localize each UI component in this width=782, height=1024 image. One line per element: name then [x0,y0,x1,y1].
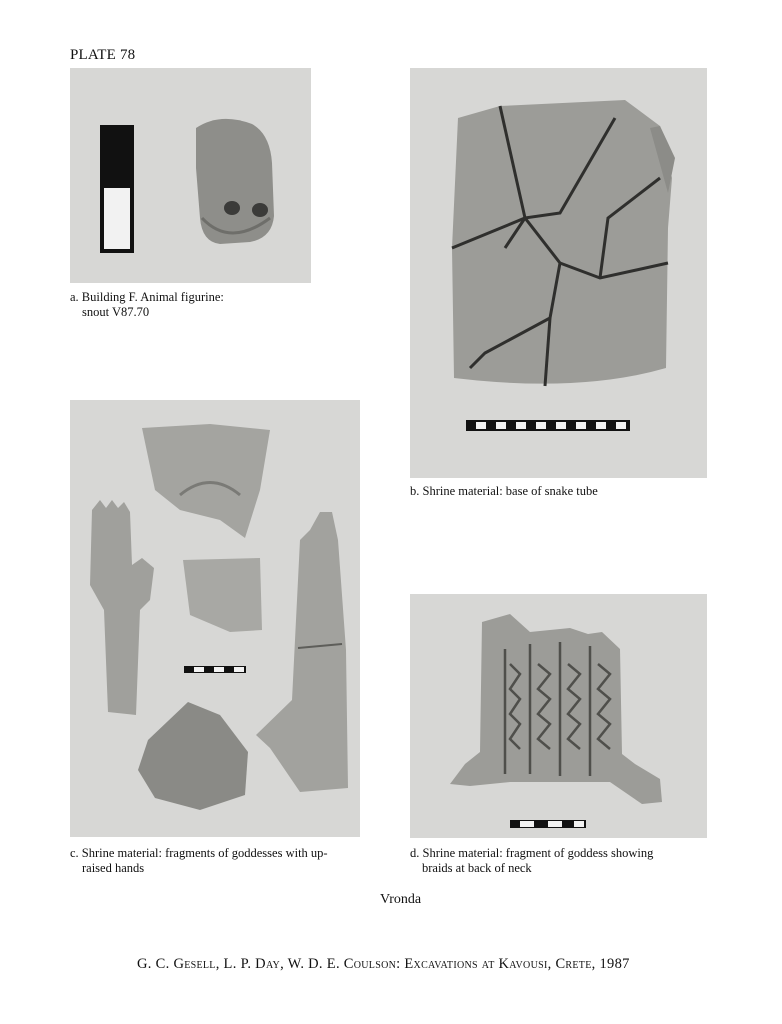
scale-bar-horizontal [466,420,630,431]
braids-fragment [450,614,662,804]
photo-b-snake-tube [410,68,707,478]
caption-b-line1: b. Shrine material: base of snake tube [410,484,598,498]
footer-title: Excavations at Kavousi, Crete, [404,956,596,972]
scale-bar-d [510,820,586,828]
photo-c-goddess-fragments [70,400,360,837]
caption-c-line2: raised hands [82,861,145,875]
footer-citation [137,956,630,973]
caption-a [70,290,310,320]
footer-year: 1987 [599,956,630,972]
caption-c [70,846,370,876]
caption-a-line1: a. Building F. Animal figurine: [70,290,224,304]
caption-a-line2: snout V87.70 [82,305,150,319]
caption-d-line2: braids at back of neck [422,861,532,875]
caption-c-line1: c. Shrine material: fragments of goddesses with up- [70,846,328,860]
scale-bar-c [184,666,246,673]
photo-d-goddess-braids [410,594,707,838]
snake-tube-base [452,100,672,384]
caption-d-line1: d. Shrine material: fragment of goddess showing [410,846,654,860]
fragment-top [142,424,270,538]
caption-b [410,484,710,499]
fragment-bottom [138,702,248,810]
fragment-middle [183,558,262,632]
fragment-raised-hand [90,500,154,715]
footer-authors: G. C. Gesell, L. P. Day, W. D. E. Coulson: [137,956,401,972]
photo-a-animal-figurine [70,68,311,283]
fragment-tall-arm [256,512,348,792]
plate-title: PLATE 78 [70,47,136,63]
caption-d [410,846,710,876]
site-name: Vronda [380,892,422,907]
